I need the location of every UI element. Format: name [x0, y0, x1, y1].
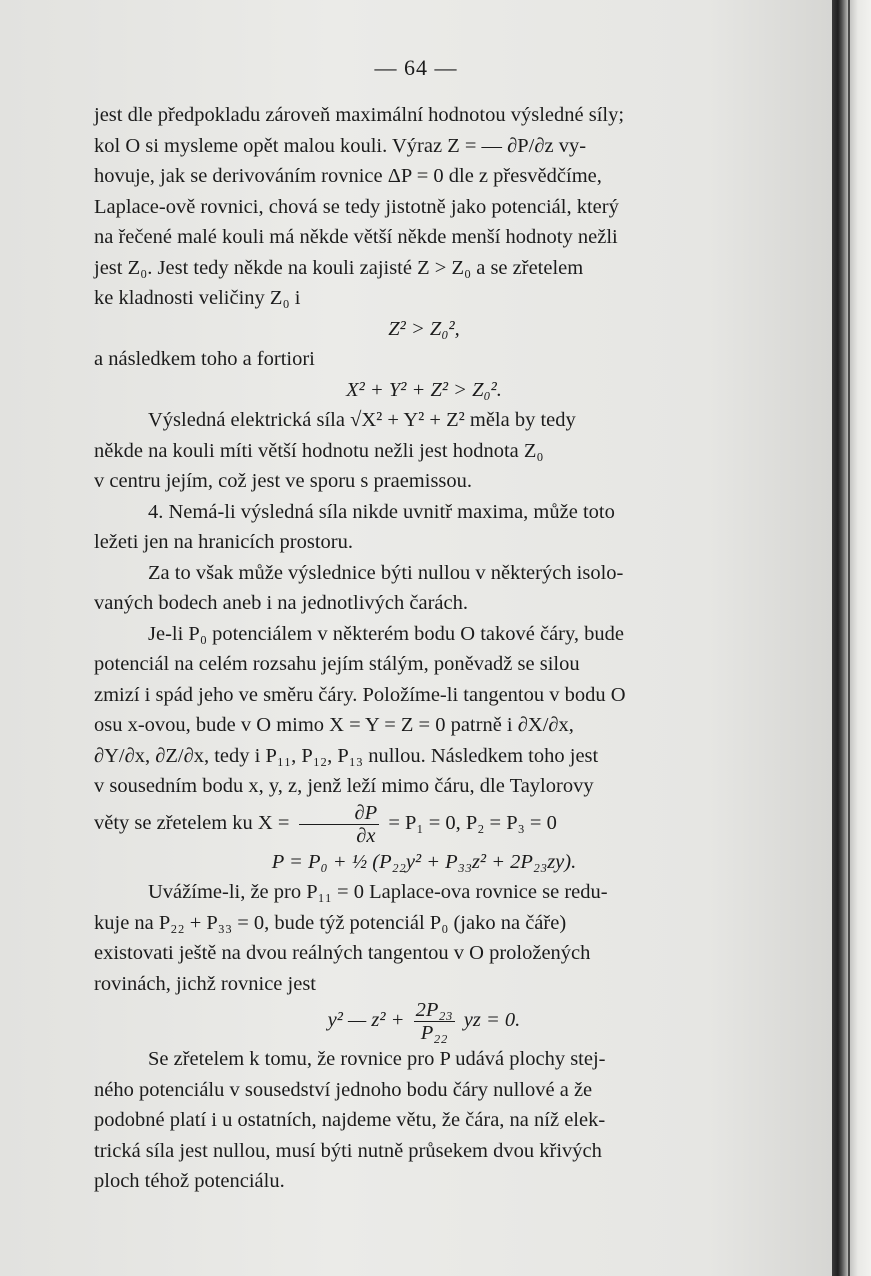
line: na řečené malé kouli má někde větší někde menší hodnoty nežli	[94, 226, 618, 248]
line: zmizí i spád jeho ve směru čáry. Položíme-li tangentou v bodu O	[94, 683, 626, 706]
page-number: — 64 —	[374, 55, 458, 80]
line: kuje na P₂₂ + P₃₃ = 0, bude týž potenciál P₀ (jako na čáře)	[94, 911, 567, 934]
line: ploch téhož potenciálu.	[94, 1170, 285, 1192]
book-gutter	[832, 0, 871, 1276]
line: = P₁ = 0, P₂ = P₃ = 0	[388, 811, 557, 834]
line: rovinách, jichž rovnice jest	[94, 972, 316, 995]
line: Uvážíme-li, že pro P₁₁ = 0 Laplace-ova rovnice se redu-	[148, 881, 608, 903]
paragraph-8	[94, 1044, 754, 1197]
line: hovuje, jak se derivováním rovnice ΔP = 0 dle z přesvědčíme,	[94, 165, 602, 187]
fraction-2P23-P22	[414, 999, 455, 1044]
line: někde na kouli míti větší hodnotu nežli jest hodnota Z₀	[94, 439, 544, 462]
fraction-numerator: ∂P	[299, 802, 380, 825]
equation-3: P = P₀ + ½ (P₂₂y² + P₃₃z² + 2P₂₃zy).	[271, 850, 577, 873]
gutter-shadow-line	[848, 0, 850, 1276]
line: Za to však může výslednice býti nullou v některých isolo-	[148, 561, 624, 584]
line: existovati ještě na dvou reálných tangentou v O proložených	[94, 942, 591, 964]
equation-4	[94, 999, 754, 1044]
line: Je-li P₀ potenciálem v některém bodu O takové čáry, bude	[148, 622, 625, 645]
paragraph-2: a následkem toho a fortiori	[94, 348, 315, 370]
line: Se zřetelem k tomu, že rovnice pro P udává plochy stej-	[148, 1048, 606, 1070]
paragraph-5	[94, 558, 754, 619]
line: potenciál na celém rozsahu jejím stálým, poněvadž se silou	[94, 653, 580, 675]
line: ∂Y/∂x, ∂Z/∂x, tedy i P₁₁, P₁₂, P₁₃ nullou. Následkem toho jest	[94, 744, 599, 767]
line: podobné platí i u ostatních, najdeme větu, že čára, na níž elek-	[94, 1109, 606, 1131]
line: osu x-ovou, bude v O mimo X = Y = Z = 0 patrně i ∂X/∂x,	[94, 714, 574, 736]
fraction-denominator: ∂x	[356, 824, 376, 847]
fraction-dP-dx	[299, 802, 380, 847]
line: Laplace-ově rovnici, chová se tedy jistotně jako potenciál, který	[94, 195, 619, 218]
line: v centru jejím, což jest ve sporu s praemissou.	[94, 470, 473, 492]
eq4-left: y² — z² +	[327, 1009, 405, 1032]
paragraph-6	[94, 619, 754, 847]
paragraph-7	[94, 877, 754, 999]
line: jest dle předpokladu zároveň maximální hodnotou výsledné síly;	[94, 104, 625, 126]
paragraph-1	[94, 100, 754, 314]
line: ležeti jen na hranicích prostoru.	[94, 531, 353, 553]
line: vaných bodech aneb i na jednotlivých čarách.	[94, 592, 468, 614]
equation-1: Z² > Z₀²,	[388, 317, 460, 340]
paragraph-4	[94, 497, 754, 558]
line: kol O si mysleme opět malou kouli. Výraz Z = — ∂P/∂z vy-	[94, 134, 587, 157]
line: věty se zřetelem ku X =	[94, 811, 290, 834]
fraction-numerator: 2P₂₃	[415, 999, 453, 1021]
line: 4. Nemá-li výsledná síla nikde uvnitř maxima, může toto	[148, 500, 615, 523]
line: v sousedním bodu x, y, z, jenž leží mimo čáru, dle Taylorovy	[94, 775, 594, 797]
eq4-right: yz = 0.	[463, 1009, 521, 1032]
equation-2: X² + Y² + Z² > Z₀².	[346, 378, 502, 401]
line: ke kladnosti veličiny Z₀ i	[94, 287, 301, 309]
line: trická síla jest nullou, musí býti nutně průsekem dvou křivých	[94, 1139, 602, 1162]
line: jest Z₀. Jest tedy někde na kouli zajisté Z > Z₀ a se zřetelem	[94, 256, 584, 279]
page-body	[94, 100, 754, 1197]
line: Výsledná elektrická síla √X² + Y² + Z² měla by tedy	[148, 409, 576, 431]
paragraph-3	[94, 405, 754, 497]
fraction-denominator: P₂₂	[420, 1022, 448, 1044]
line: ného potenciálu v sousedství jednoho bodu čáry nullové a že	[94, 1078, 593, 1101]
